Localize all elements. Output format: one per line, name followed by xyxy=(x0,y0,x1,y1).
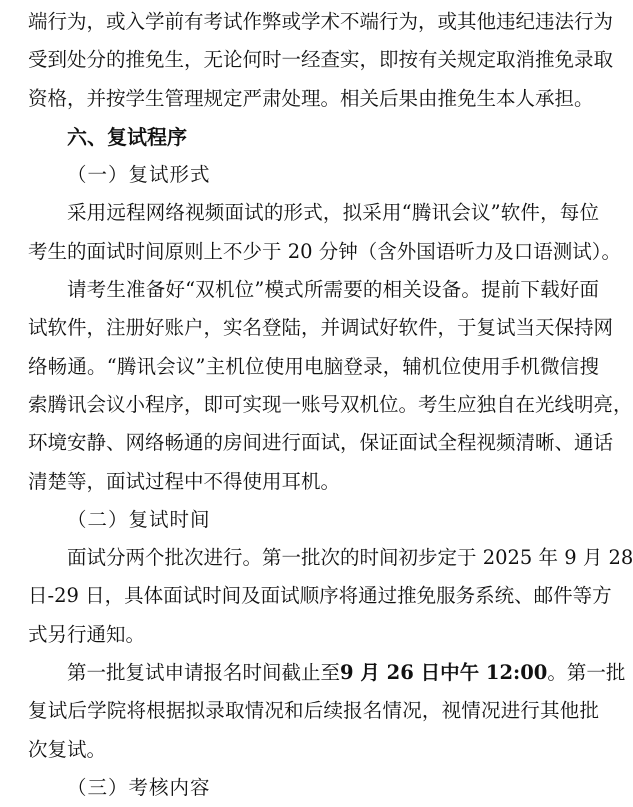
text-line: 清楚等，面试过程中不得使用耳机。 xyxy=(28,469,341,493)
document-page xyxy=(28,3,633,807)
subsection-heading: （二）复试时间 xyxy=(67,507,211,531)
text-line: 请考生准备好“双机位”模式所需要的相关设备。提前下载好面 xyxy=(67,278,599,302)
paragraph-disqualification xyxy=(28,3,614,118)
deadline-date: 9 月 26 日中午 12:00 xyxy=(340,661,548,685)
text-line: 日-29 日，具体面试时间及面试顺序将通过推免服务系统、邮件等方 xyxy=(28,584,612,608)
text-line: 式另行通知。 xyxy=(28,622,146,646)
section-heading: 六、复试程序 xyxy=(67,124,187,149)
text-line: 受到处分的推免生，无论何时一经查实，即按有关规定取消推免录取 xyxy=(28,48,614,72)
text-line: 试软件，注册好账户，实名登陆，并调试好软件，于复试当天保持网 xyxy=(28,316,614,340)
text-line: 次复试。 xyxy=(28,737,107,761)
text-line: 复试后学院将根据拟录取情况和后续报名情况，视情况进行其他批 xyxy=(28,699,599,723)
paragraph-format xyxy=(28,194,621,271)
text-line: 端行为，或入学前有考试作弊或学术不端行为，或其他违纪违法行为 xyxy=(28,10,614,33)
text-line: 资格，并按学生管理规定严肃处理。相关后果由推免生本人承担。 xyxy=(28,86,594,110)
subsection-heading: （一）复试形式 xyxy=(67,163,211,187)
text-line: 索腾讯会议小程序，即可实现一账号双机位。考生应独自在光线明亮， xyxy=(28,392,633,416)
text-line: 环境安静、网络畅通的房间进行面试，保证面试全程视频清晰、通话 xyxy=(28,431,614,455)
paragraph-schedule xyxy=(28,539,633,654)
paragraph-equipment xyxy=(28,271,633,501)
text-line: 面试分两个批次进行。第一批次的时间初步定于 2025 年 9 月 28 xyxy=(67,546,633,570)
subsection-heading: （三）考核内容 xyxy=(67,775,211,799)
text-line: 考生的面试时间原则上不少于 20 分钟（含外国语听力及口语测试）。 xyxy=(28,239,621,263)
text-line xyxy=(28,654,626,692)
deadline-text: 第一批复试申请报名时间截止至 xyxy=(67,661,341,685)
text-line: 采用远程网络视频面试的形式，拟采用“腾讯会议”软件，每位 xyxy=(67,201,599,225)
text-line: 络畅通。“腾讯会议”主机位使用电脑登录，辅机位使用手机微信搜 xyxy=(28,354,599,378)
deadline-text-after: 。第一批 xyxy=(547,661,626,685)
paragraph-deadline xyxy=(28,654,626,769)
